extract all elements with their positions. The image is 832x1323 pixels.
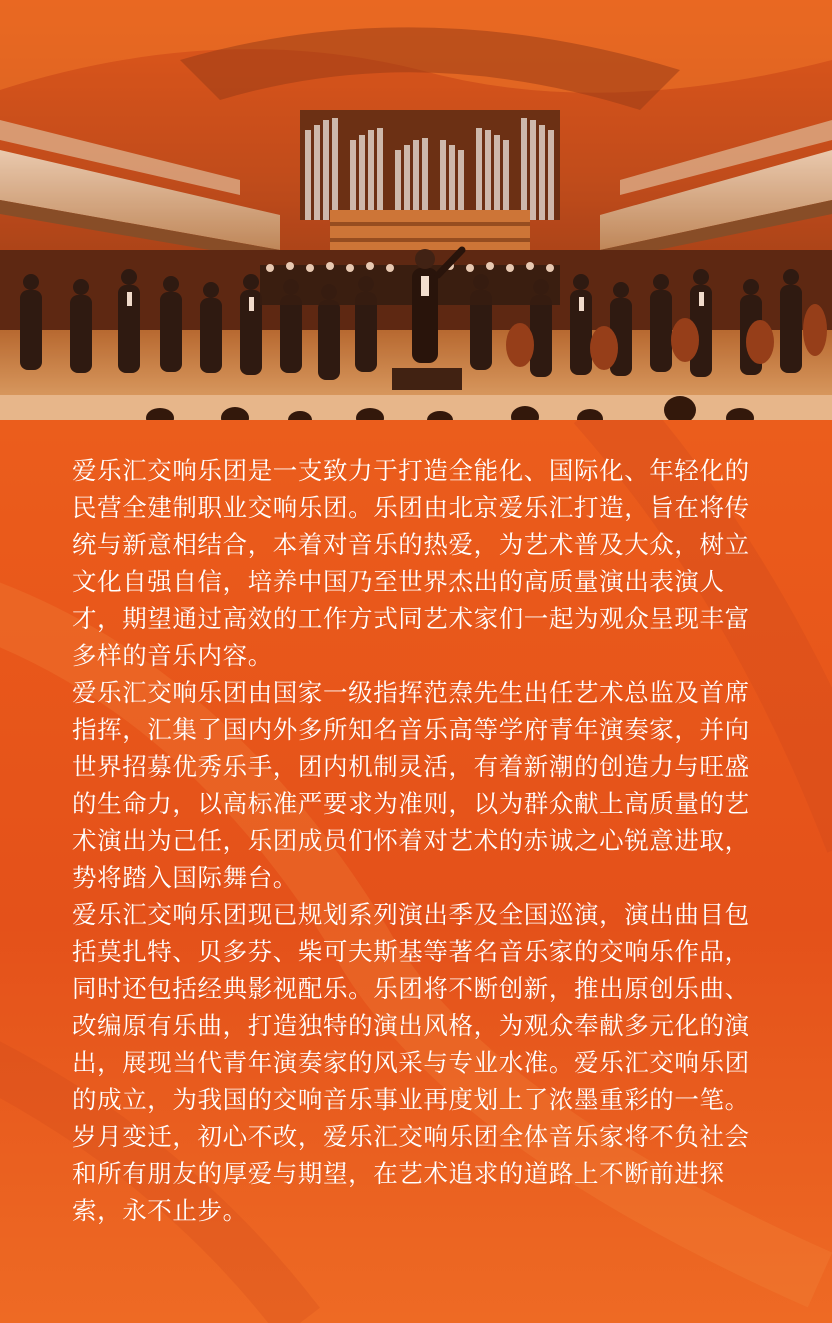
paragraph-1: 爱乐汇交响乐团是一支致力于打造全能化、国际化、年轻化的民营全建制职业交响乐团。乐团由北京爱乐汇打造，旨在将传统与新意相结合，本着对音乐的热爱，为艺术普及大众，树立文化自强自信，培养中国乃至世界杰出的高质量演出表演人才，期望通过高效的工作方式同艺术家们一起为观众呈现丰富多样的音乐内容。 bbox=[72, 456, 750, 670]
paragraph-3: 爱乐汇交响乐团现已规划系列演出季及全国巡演，演出曲目包括莫扎特、贝多芬、柴可夫斯基等著名音乐家的交响乐作品，同时还包括经典影视配乐。乐团将不断创新，推出原创乐曲、改编原有乐曲，打造独特的演出风格，为观众奉献多元化的演出，展现当代青年演奏家的风采与专业水准。爱乐汇交响乐团的成立，为我国的交响音乐事业再度划上了浓墨重彩的一笔。岁月变迁，初心不改，爱乐汇交响乐团全体音乐家将不负社会和所有朋友的厚爱与期望，在艺术追求的道路上不断前进探索，永不止步。 bbox=[72, 900, 750, 1225]
orchestra-on-stage-concert-hall-icon bbox=[0, 0, 832, 420]
article-body bbox=[72, 452, 772, 1229]
orchestra-photo bbox=[0, 0, 832, 420]
paragraph-2: 爱乐汇交响乐团由国家一级指挥范焘先生出任艺术总监及首席指挥，汇集了国内外多所知名音乐高等学府青年演奏家，并向世界招募优秀乐手，团内机制灵活，有着新潮的创造力与旺盛的生命力，以高标准严要求为准则，以为群众献上高质量的艺术演出为己任，乐团成员们怀着对艺术的赤诚之心锐意进取，势将踏入国际舞台。 bbox=[72, 678, 750, 892]
